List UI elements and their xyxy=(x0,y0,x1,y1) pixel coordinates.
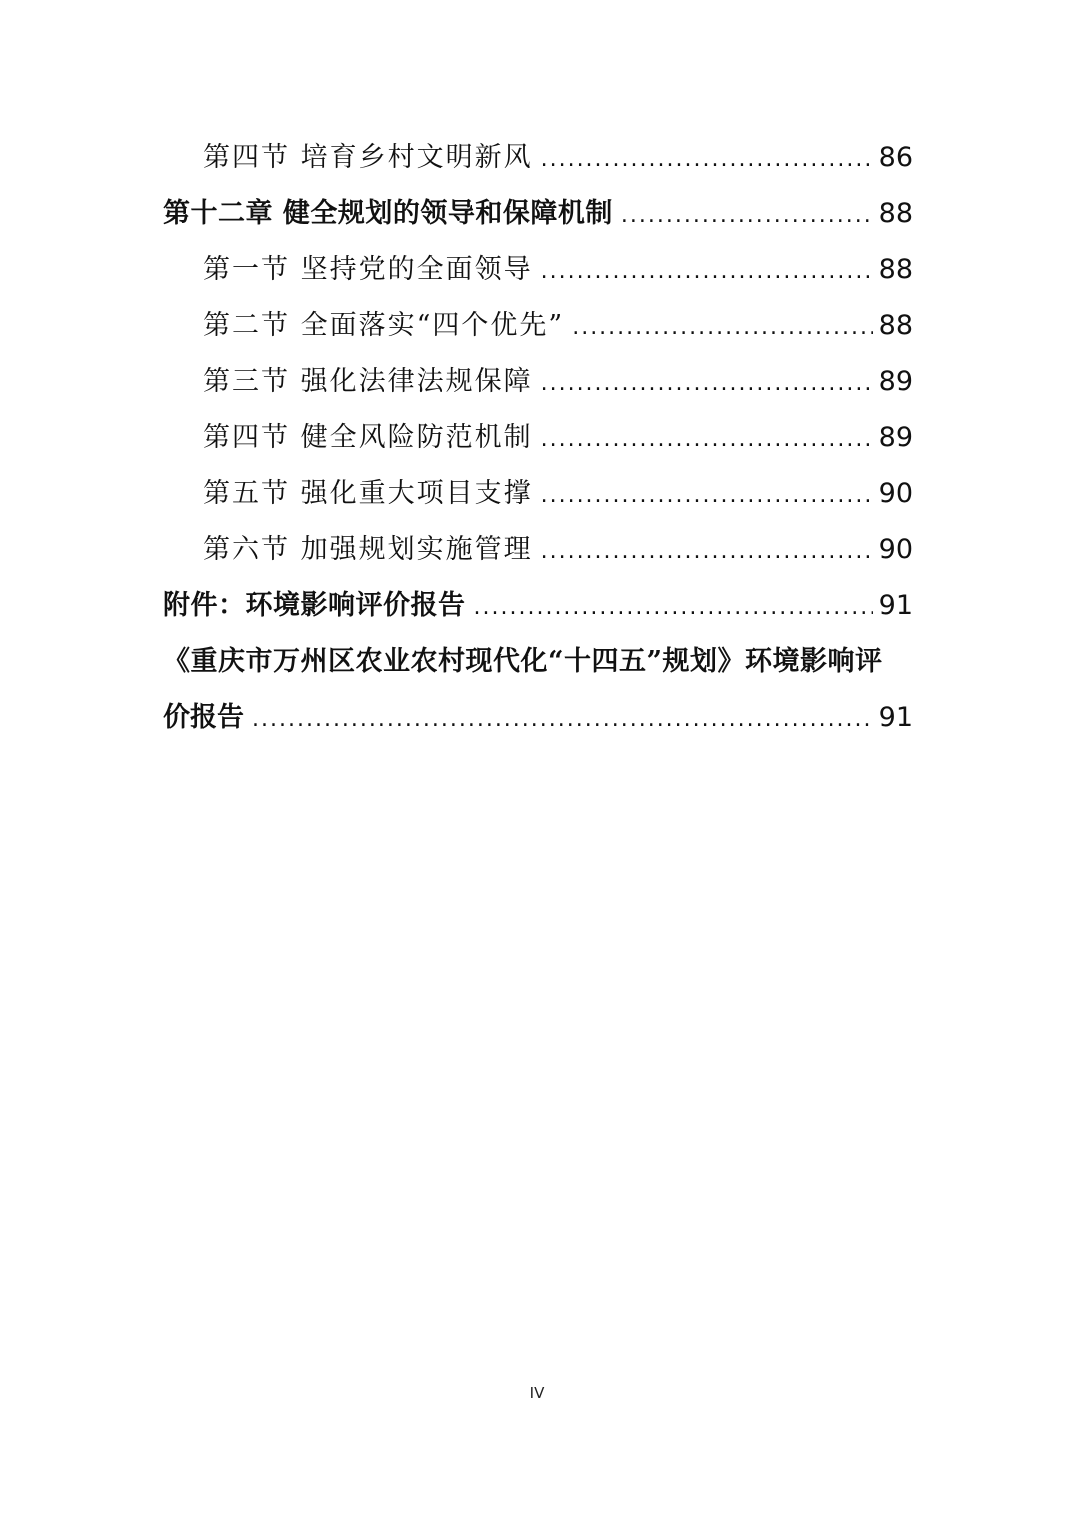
toc-entry-chapter-12[interactable] xyxy=(163,186,913,242)
toc-dot-leader xyxy=(541,132,873,188)
toc-entry-title-line-1: 《重庆市万州区农业农村现代化“十四五”规划》环境影响评 xyxy=(163,646,883,677)
toc-entry-title: 第五节 强化重大项目支撑 xyxy=(203,478,533,509)
toc-entry-page: 90 xyxy=(878,534,913,565)
table-of-contents xyxy=(163,130,913,746)
toc-entry-title: 第十二章 健全规划的领导和保障机制 xyxy=(163,198,613,229)
toc-entry-title: 第六节 加强规划实施管理 xyxy=(203,534,533,565)
toc-entry-section-6-implementation[interactable] xyxy=(163,522,913,578)
toc-entry-section-4-risk[interactable] xyxy=(163,410,913,466)
toc-dot-leader xyxy=(541,412,873,468)
toc-entry-page: 89 xyxy=(878,422,913,453)
toc-entry-section-3-legal[interactable] xyxy=(163,354,913,410)
toc-entry-page: 91 xyxy=(878,590,913,621)
toc-entry-page: 88 xyxy=(878,310,913,341)
toc-entry-page: 90 xyxy=(878,478,913,509)
toc-entry-appendix[interactable] xyxy=(163,578,913,634)
toc-entry-environmental-report[interactable] xyxy=(163,634,913,746)
toc-entry-title-line-2-row xyxy=(163,690,913,746)
toc-entry-page: 91 xyxy=(878,702,913,733)
toc-entry-title: 第二节 全面落实“四个优先” xyxy=(203,310,565,341)
toc-entry-page: 89 xyxy=(878,366,913,397)
toc-entry-title: 第一节 坚持党的全面领导 xyxy=(203,254,533,285)
toc-entry-page: 86 xyxy=(878,142,913,173)
toc-dot-leader xyxy=(541,244,873,300)
toc-dot-leader xyxy=(572,300,872,356)
toc-entry-title: 附件：环境影响评价报告 xyxy=(163,590,466,621)
toc-entry-page: 88 xyxy=(878,254,913,285)
toc-dot-leader xyxy=(541,468,873,524)
toc-dot-leader xyxy=(541,356,873,412)
toc-entry-section-5-projects[interactable] xyxy=(163,466,913,522)
toc-dot-leader xyxy=(474,580,873,636)
toc-entry-title: 第四节 培育乡村文明新风 xyxy=(203,142,533,173)
toc-entry-section-4-civilization[interactable] xyxy=(163,130,913,186)
toc-dot-leader xyxy=(252,692,873,748)
toc-entry-section-2-priorities[interactable] xyxy=(163,298,913,354)
toc-entry-section-1-leadership[interactable] xyxy=(163,242,913,298)
toc-entry-title: 第三节 强化法律法规保障 xyxy=(203,366,533,397)
page-number: IV xyxy=(529,1384,545,1402)
toc-entry-page: 88 xyxy=(878,198,913,229)
toc-dot-leader xyxy=(541,524,873,580)
toc-dot-leader xyxy=(621,188,873,244)
toc-entry-title: 第四节 健全风险防范机制 xyxy=(203,422,533,453)
toc-entry-title-line-2: 价报告 xyxy=(163,702,244,733)
